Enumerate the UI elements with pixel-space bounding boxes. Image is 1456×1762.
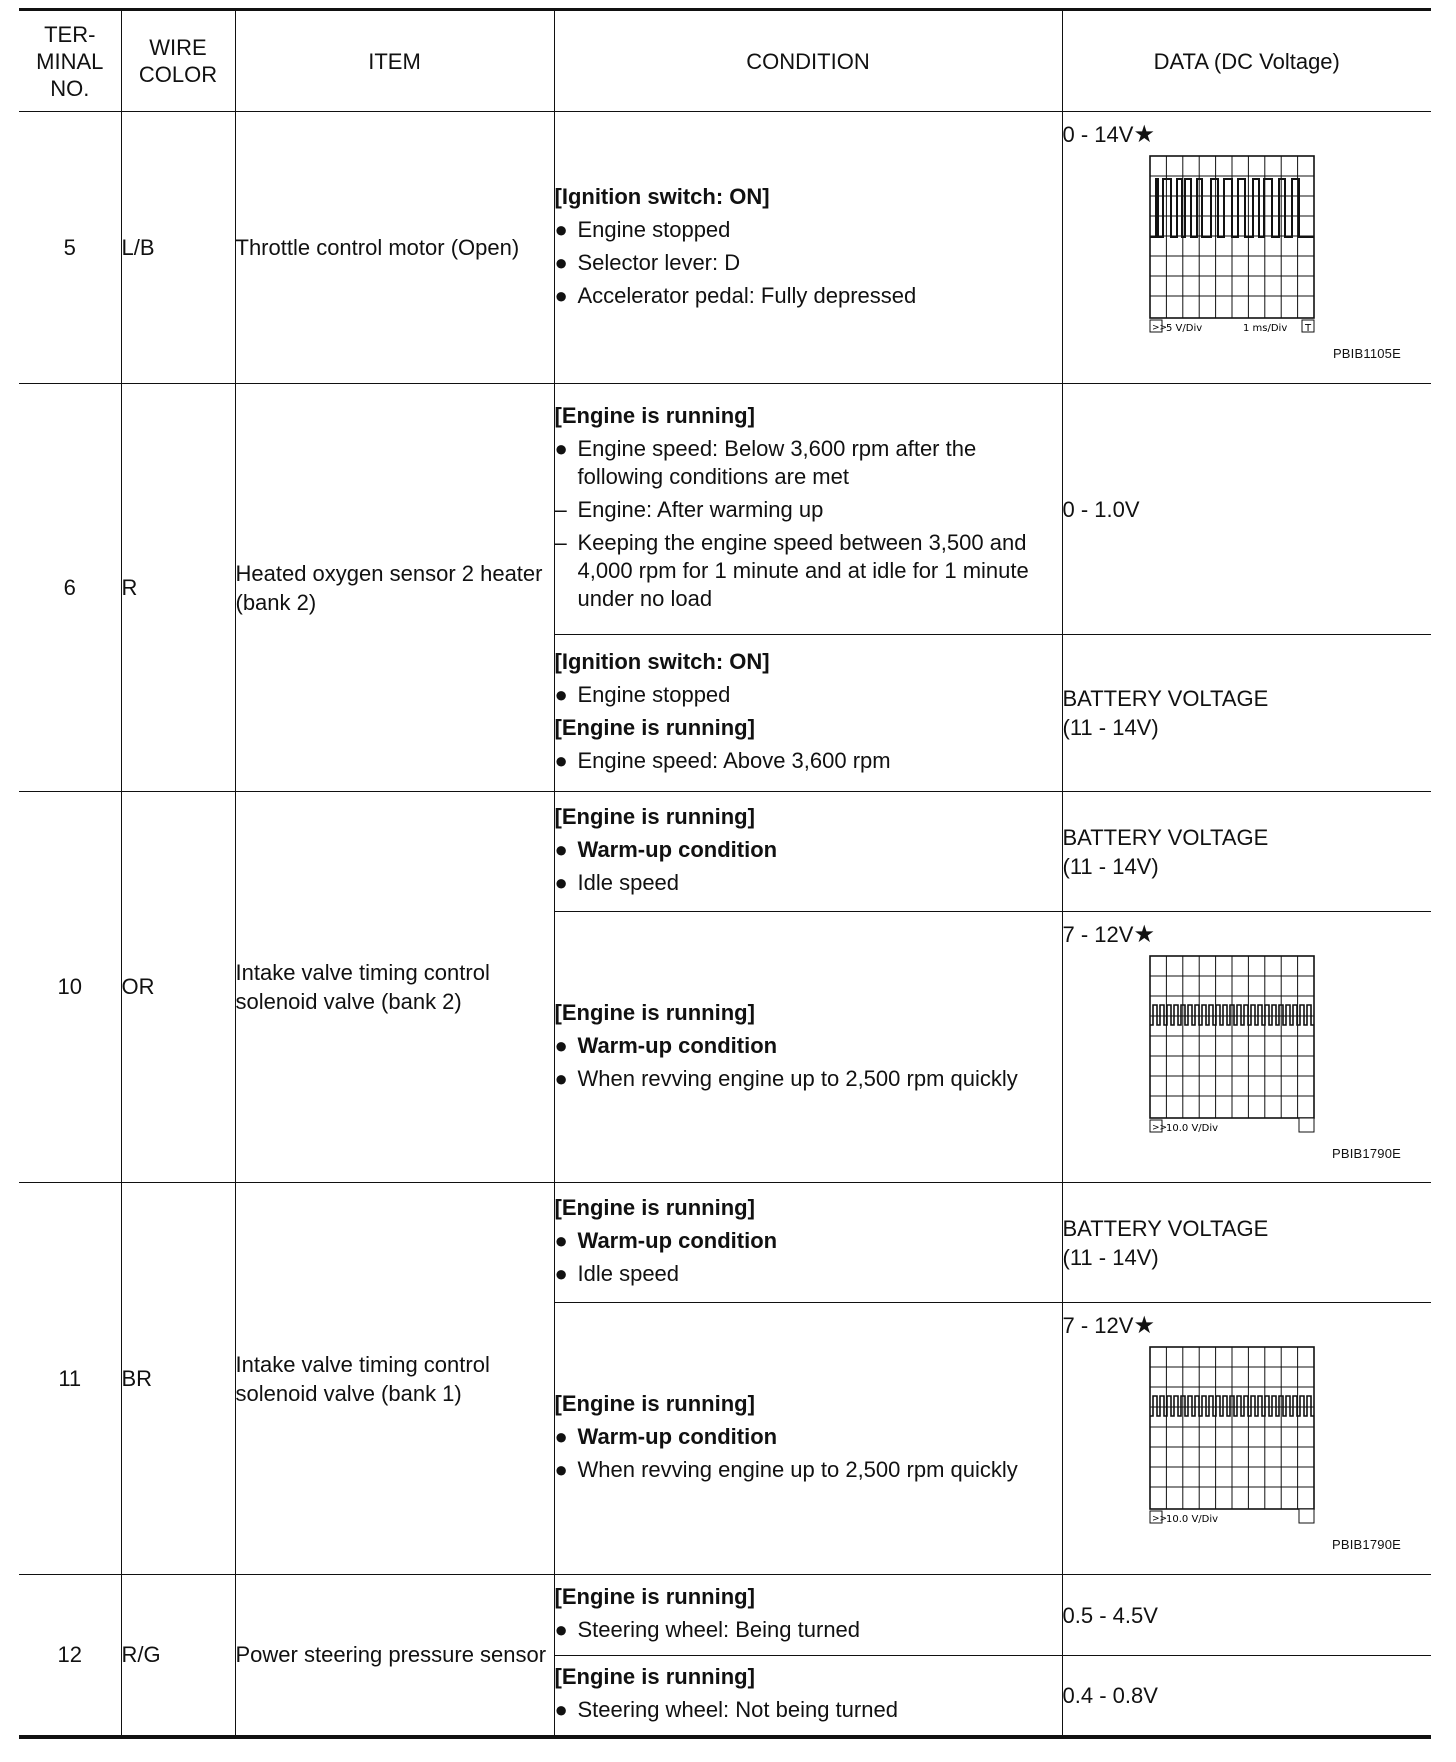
condition-bullet: ● Engine speed: Below 3,600 rpm after the following conditions are met (554, 436, 977, 489)
wire-color: R (121, 384, 235, 792)
svg-text:>>: >> (1151, 323, 1167, 333)
condition-header-text: [Engine is running] (554, 1391, 755, 1416)
condition-bullet: ● Warm-up condition (554, 1032, 778, 1058)
svg-text:10.0 V/Div: 10.0 V/Div (1165, 1514, 1218, 1525)
condition-cell (554, 1656, 1062, 1737)
item-name: Intake valve timing control solenoid valve (bank 2) (235, 792, 554, 1183)
condition-header-text: [Ignition switch: ON] (554, 183, 770, 209)
star-icon: ★ (1133, 921, 1155, 948)
wire-color: L/B (121, 112, 235, 384)
data-cell: 0.5 - 4.5V (1062, 1575, 1431, 1656)
oscilloscope-waveform (1149, 1346, 1315, 1526)
data-cell: 0.4 - 0.8V (1062, 1656, 1431, 1737)
condition-bullet: ● Warm-up condition (554, 1228, 778, 1253)
terminal-number: 5 (19, 112, 121, 384)
condition-cell (554, 1575, 1062, 1656)
data-cell (1062, 635, 1431, 792)
condition-bullet: ● Engine speed: Above 3,600 rpm (554, 748, 891, 773)
data-cell (1062, 792, 1431, 912)
condition-bullet: ● Steering wheel: Not being turned (554, 1697, 898, 1723)
condition-header-text: [Engine is running] (554, 999, 755, 1025)
item-name: Power steering pressure sensor (235, 1575, 554, 1737)
wire-color: OR (121, 792, 235, 1183)
voltage-range: (11 - 14V) (1062, 1244, 1159, 1270)
data-cell: 0 - 1.0V (1062, 384, 1431, 635)
condition-cell (554, 635, 1062, 792)
condition-header-text: [Engine is running] (554, 1664, 755, 1690)
data-cell (1062, 1183, 1431, 1303)
svg-text:>>: >> (1151, 1123, 1167, 1133)
data-cell (1062, 112, 1431, 384)
condition-header-text: [Engine is running] (554, 804, 755, 829)
condition-bullet: ● When revving engine up to 2,500 rpm quickly (554, 1065, 1018, 1091)
voltage-label: BATTERY VOLTAGE (1062, 686, 1269, 711)
condition-header-text: [Engine is running] (554, 1195, 755, 1220)
voltage-label: BATTERY VOLTAGE (1062, 1215, 1269, 1241)
wire-color: BR (121, 1183, 235, 1575)
table-header-row (19, 10, 1431, 112)
condition-bullet: ● Idle speed (554, 870, 680, 895)
terminal-number: 10 (19, 792, 121, 1183)
oscilloscope-waveform (1149, 155, 1315, 335)
condition-bullet: ● Warm-up condition (554, 1424, 778, 1449)
figure-code: PBIB1790E (1331, 1146, 1401, 1161)
condition-header-text: [Engine is running] (554, 715, 755, 740)
svg-text:T: T (1304, 323, 1311, 334)
condition-bullet: ● Selector lever: D (554, 249, 741, 275)
svg-text:5 V/Div: 5 V/Div (1165, 323, 1202, 334)
terminal-number: 6 (19, 384, 121, 792)
item-name: Intake valve timing control solenoid valve (bank 1) (235, 1183, 554, 1575)
wire-color-header: WIRE COLOR (121, 10, 235, 112)
table-row (19, 792, 1431, 912)
svg-text:10.0 V/Div: 10.0 V/Div (1165, 1123, 1218, 1134)
condition-bullet: ● Warm-up condition (554, 837, 778, 862)
voltage-range: (11 - 14V) (1062, 715, 1159, 740)
condition-cell (554, 912, 1062, 1183)
svg-text:1 ms/Div: 1 ms/Div (1242, 323, 1287, 334)
condition-header-text: [Ignition switch: ON] (554, 649, 770, 674)
condition-bullet: ● Accelerator pedal: Fully depressed (554, 282, 917, 308)
terminal-data-table (19, 8, 1431, 1739)
condition-bullet: ● Idle speed (554, 1261, 680, 1286)
condition-cell (554, 1183, 1062, 1303)
terminal-header: TER- MINAL NO. (19, 10, 121, 112)
terminal-number: 11 (19, 1183, 121, 1575)
wire-color: R/G (121, 1575, 235, 1737)
table-row (19, 112, 1431, 384)
voltage-range: (11 - 14V) (1062, 853, 1159, 879)
figure-code: PBIB1790E (1331, 1537, 1401, 1552)
terminal-number: 12 (19, 1575, 121, 1737)
oscilloscope-waveform (1149, 955, 1315, 1135)
condition-cell (554, 384, 1062, 635)
item-name: Heated oxygen sensor 2 heater (bank 2) (235, 384, 554, 792)
condition-bullet: ● Engine stopped (554, 216, 731, 242)
voltage-value: 7 - 12V★ (1062, 1312, 1155, 1339)
table-row (19, 384, 1431, 635)
condition-cell (554, 1303, 1062, 1575)
star-icon: ★ (1133, 1312, 1155, 1339)
condition-dash-item: – Keeping the engine speed between 3,500 and 4,000 rpm for 1 minute and at idle for 1 minute under no load (554, 530, 1029, 611)
condition-header-text: [Engine is running] (554, 1584, 755, 1609)
condition-dash-item: – Engine: After warming up (554, 497, 824, 522)
star-icon: ★ (1133, 121, 1155, 148)
voltage-label: BATTERY VOLTAGE (1062, 824, 1269, 850)
item-header: ITEM (235, 10, 554, 112)
table-row (19, 1575, 1431, 1656)
voltage-value: 0 - 14V★ (1062, 121, 1155, 148)
figure-code: PBIB1105E (1332, 346, 1401, 361)
condition-bullet: ● Steering wheel: Being turned (554, 1617, 861, 1642)
data-header: DATA (DC Voltage) (1062, 10, 1431, 112)
condition-bullet: ● When revving engine up to 2,500 rpm quickly (554, 1457, 1018, 1482)
condition-cell (554, 792, 1062, 912)
condition-cell (554, 112, 1062, 384)
item-name: Throttle control motor (Open) (235, 112, 554, 384)
condition-bullet: ● Engine stopped (554, 682, 731, 707)
table-row (19, 1183, 1431, 1303)
voltage-value: 7 - 12V★ (1062, 921, 1155, 948)
data-cell (1062, 912, 1431, 1183)
condition-header-text: [Engine is running] (554, 403, 755, 428)
data-cell (1062, 1303, 1431, 1575)
condition-header: CONDITION (554, 10, 1062, 112)
svg-text:>>: >> (1151, 1514, 1167, 1524)
